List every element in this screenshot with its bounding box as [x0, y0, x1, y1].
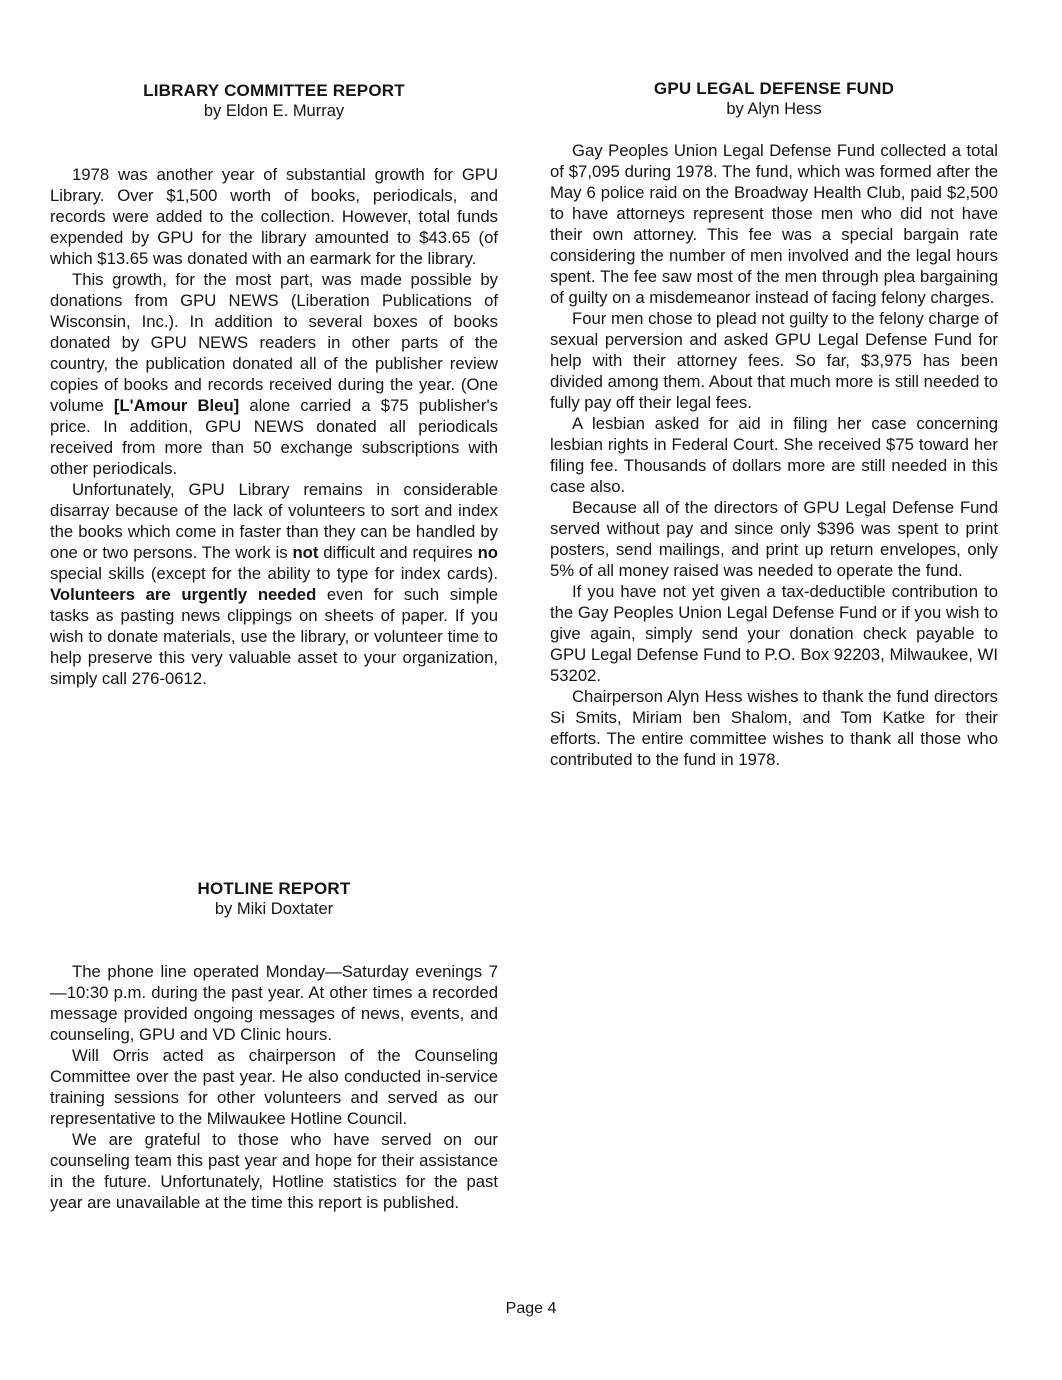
legal-paragraph-4: Because all of the directors of GPU Legal Defense Fund served without pay and since only $396 was spent to print posters, send mailings, and print up return envelopes, only 5% of all money raised was needed to operate the fund.: [550, 498, 998, 580]
legal-paragraph-1: Gay Peoples Union Legal Defense Fund collected a total of $7,095 during 1978. The fund, which was formed after the May 6 police raid on the Broadway Health Club, paid $2,500 to have attorneys represent those men who did not have their own attorney. This fee was a special bargain rate considering the number of men involved and the legal hours spent. The fee saw most of the men through plea bargaining of guilty on a misdemeanor instead of facing felony charges.: [550, 141, 998, 307]
legal-body: [550, 140, 998, 770]
hotline-paragraph-2: Will Orris acted as chairperson of the Counseling Committee over the past year. He also conducted in-service training sessions for other volunteers and served as our representative to the Milwaukee Hotline Council.: [50, 1046, 498, 1128]
hotline-body: [50, 961, 498, 1213]
library-title: LIBRARY COMMITTEE REPORT: [143, 81, 405, 100]
hotline-paragraph-3: We are grateful to those who have served on our counseling team this past year and hope for their assistance in the future. Unfortunately, Hotline statistics for the past year are unavailable at the time this report is published.: [50, 1130, 498, 1212]
legal-title: GPU LEGAL DEFENSE FUND: [653, 79, 895, 98]
legal-paragraph-5: If you have not yet given a tax-deductible contribution to the Gay Peoples Union Legal Defense Fund or if you wish to give again, simply send your donation check payable to GPU Legal Defense Fund to P.O. Box 92203, Milwaukee, WI 53202.: [550, 582, 998, 685]
library-paragraph-3: Unfortunately, GPU Library remains in considerable disarray because of the lack of volunteers to sort and index the books which come in faster than they can be handled by one or two persons. The work is not difficult and requires no special skills (except for the ability to type for index cards). Volunteers are urgently needed even for such simple tasks as pasting news clippings on sheets of paper. If you wish to donate materials, use the library, or volunteer time to help preserve this very valuable asset to your organization, simply call 276-0612.: [50, 480, 498, 688]
legal-paragraph-6: Chairperson Alyn Hess wishes to thank the fund directors Si Smits, Miriam ben Shalom, and Tom Katke for their efforts. The entire committee wishes to thank all those who contributed to the fund in 1978.: [550, 687, 998, 769]
page-number: Page 4: [505, 1300, 557, 1317]
hotline-byline: by Miki Doxtater: [214, 900, 334, 918]
legal-paragraph-2: Four men chose to plead not guilty to the felony charge of sexual perversion and asked GPU Legal Defense Fund for help with their attorney fees. So far, $3,975 has been divided among them. About that much more is still needed to fully pay off their legal fees.: [550, 309, 998, 412]
library-byline: by Eldon E. Murray: [203, 102, 345, 120]
hotline-heading: [50, 878, 498, 920]
hotline-title: HOTLINE REPORT: [197, 879, 351, 898]
library-paragraph-1: 1978 was another year of substantial growth for GPU Library. Over $1,500 worth of books, periodicals, and records were added to the collection. However, total funds expended by GPU for the library amounted to $43.65 (of which $13.65 was donated with an earmark for the library.: [50, 165, 498, 268]
library-heading: [50, 80, 498, 122]
legal-paragraph-3: A lesbian asked for aid in filing her case concerning lesbian rights in Federal Court. She received $75 toward her filing fee. Thousands of dollars more are still needed in this case also.: [550, 414, 998, 496]
library-body: [50, 164, 498, 689]
legal-heading: [550, 78, 998, 120]
hotline-paragraph-1: The phone line operated Monday—Saturday evenings 7—10:30 p.m. during the past year. At other times a recorded message provided ongoing messages of news, events, and counseling, GPU and VD Clinic hours.: [50, 962, 498, 1044]
library-paragraph-2: This growth, for the most part, was made possible by donations from GPU NEWS (Liberation Publications of Wisconsin, Inc.). In addition to several boxes of books donated by GPU NEWS readers in other parts of the country, the publication donated all of the publisher review copies of books and records received during the year. (One volume [L'Amour Bleu] alone carried a $75 publisher's price. In addition, GPU NEWS donated all periodicals received from more than 50 exchange subscriptions with other periodicals.: [50, 270, 498, 478]
legal-byline: by Alyn Hess: [726, 100, 822, 118]
